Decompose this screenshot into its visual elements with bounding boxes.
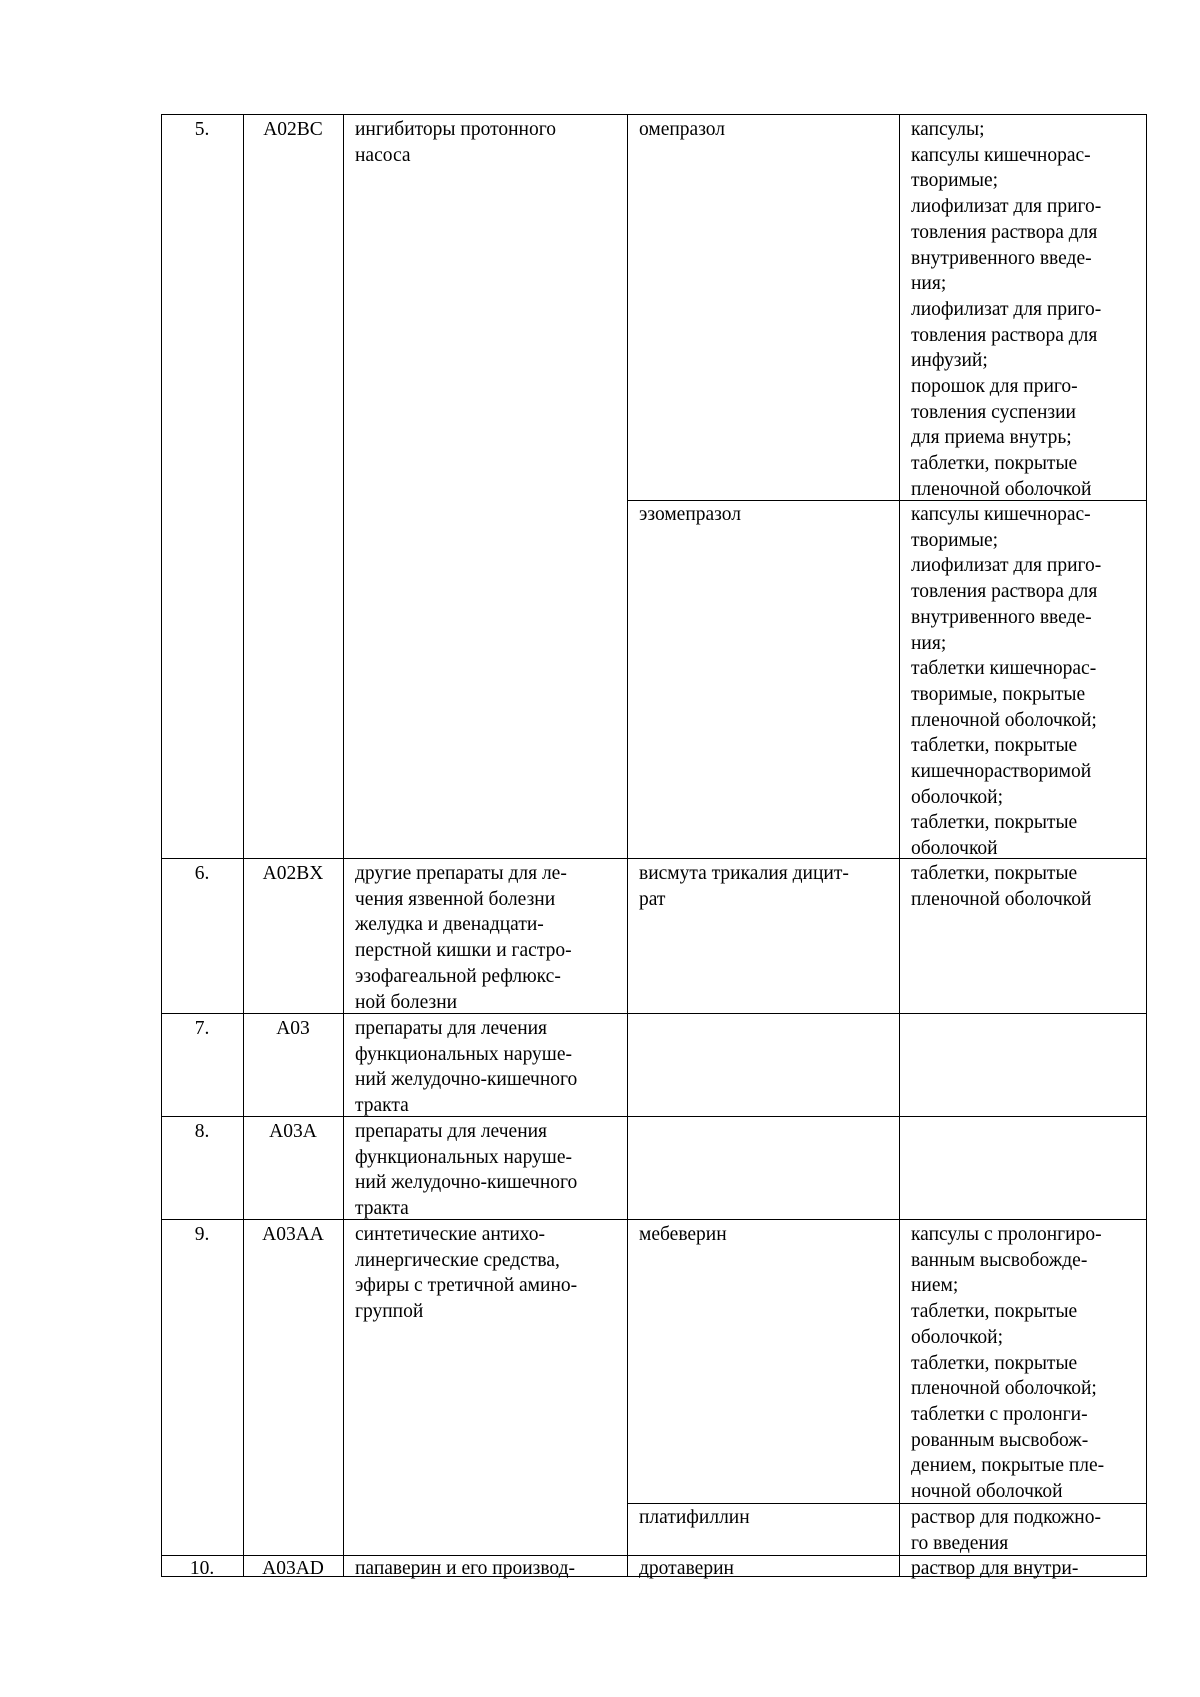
row-number: 8. [194,1121,210,1142]
drug-name: мебеверин [639,1224,727,1245]
table-border-right [1146,114,1147,1576]
row-divider [161,1013,1147,1014]
atc-code: A03AD [262,1558,324,1579]
drug-name: висмута трикалия дицит- рат [639,863,849,910]
dosage-forms: капсулы с пролонгиро- ванным высвобожде- нием; таблетки, покрытые оболочкой; таблетки, покрытые пленочной оболочкой; таблетки с пролонги- рованным высвобож- дением, покрытые пле- ночной оболочкой [911,1224,1105,1503]
column-divider [343,114,344,1576]
row-number: 10. [189,1558,215,1579]
group-name: другие препараты для ле- чения язвенной болезни желудка и двенадцати- перстной кишки и гастро- эзофагеальной рефлюкс- ной болезни [355,863,572,1013]
drug-name: омепразол [639,119,726,140]
dosage-forms: капсулы; капсулы кишечнорас- творимые; лиофилизат для приго- товления раствора для внутривенного введе- ния; лиофилизат для приго- товления раствора для инфузий; порошок для приго- товления суспензии для приема внутрь; таблетки, покрытые пленочной оболочкой [911,119,1102,500]
dosage-forms: таблетки, покрытые пленочной оболочкой [911,863,1092,910]
dosage-forms: капсулы кишечнорас- творимые; лиофилизат для приго- товления раствора для внутривенного введе- ния; таблетки кишечнорас- творимые, покрытые пленочной оболочкой; таблетки, покрытые кишечнорастворимой оболочкой; таблетки, покрытые оболочкой [911,504,1102,860]
atc-code: A03AA [262,1224,324,1245]
atc-code: A03 [276,1018,310,1039]
drug-name: дротаверин [639,1558,734,1579]
dosage-forms: раствор для внутри- [911,1558,1079,1579]
row-number: 5. [194,119,210,140]
group-name: папаверин и его производ- [355,1558,576,1579]
row-divider [161,1219,1147,1220]
table-border-left [161,114,162,1576]
row-number: 6. [194,863,210,884]
column-divider [243,114,244,1576]
column-divider [899,114,900,1576]
row-number: 9. [194,1224,210,1245]
drug-name: эзомепразол [639,504,741,525]
row-divider [161,1116,1147,1117]
group-name: препараты для лечения функциональных наруше- ний желудочно-кишечного тракта [355,1121,578,1220]
table-border-top [161,114,1147,115]
group-name: ингибиторы протонного насоса [355,119,556,166]
atc-code: A02BX [262,863,324,884]
atc-code: A02BC [263,119,323,140]
dosage-forms: раствор для подкожно- го введения [911,1507,1101,1554]
group-name: синтетические антихо- линергические средства, эфиры с третичной амино- группой [355,1224,578,1323]
drug-name: платифиллин [639,1507,750,1528]
group-name: препараты для лечения функциональных наруше- ний желудочно-кишечного тракта [355,1018,578,1117]
row-number: 7. [194,1018,210,1039]
column-divider [627,114,628,1576]
atc-code: A03A [269,1121,317,1142]
